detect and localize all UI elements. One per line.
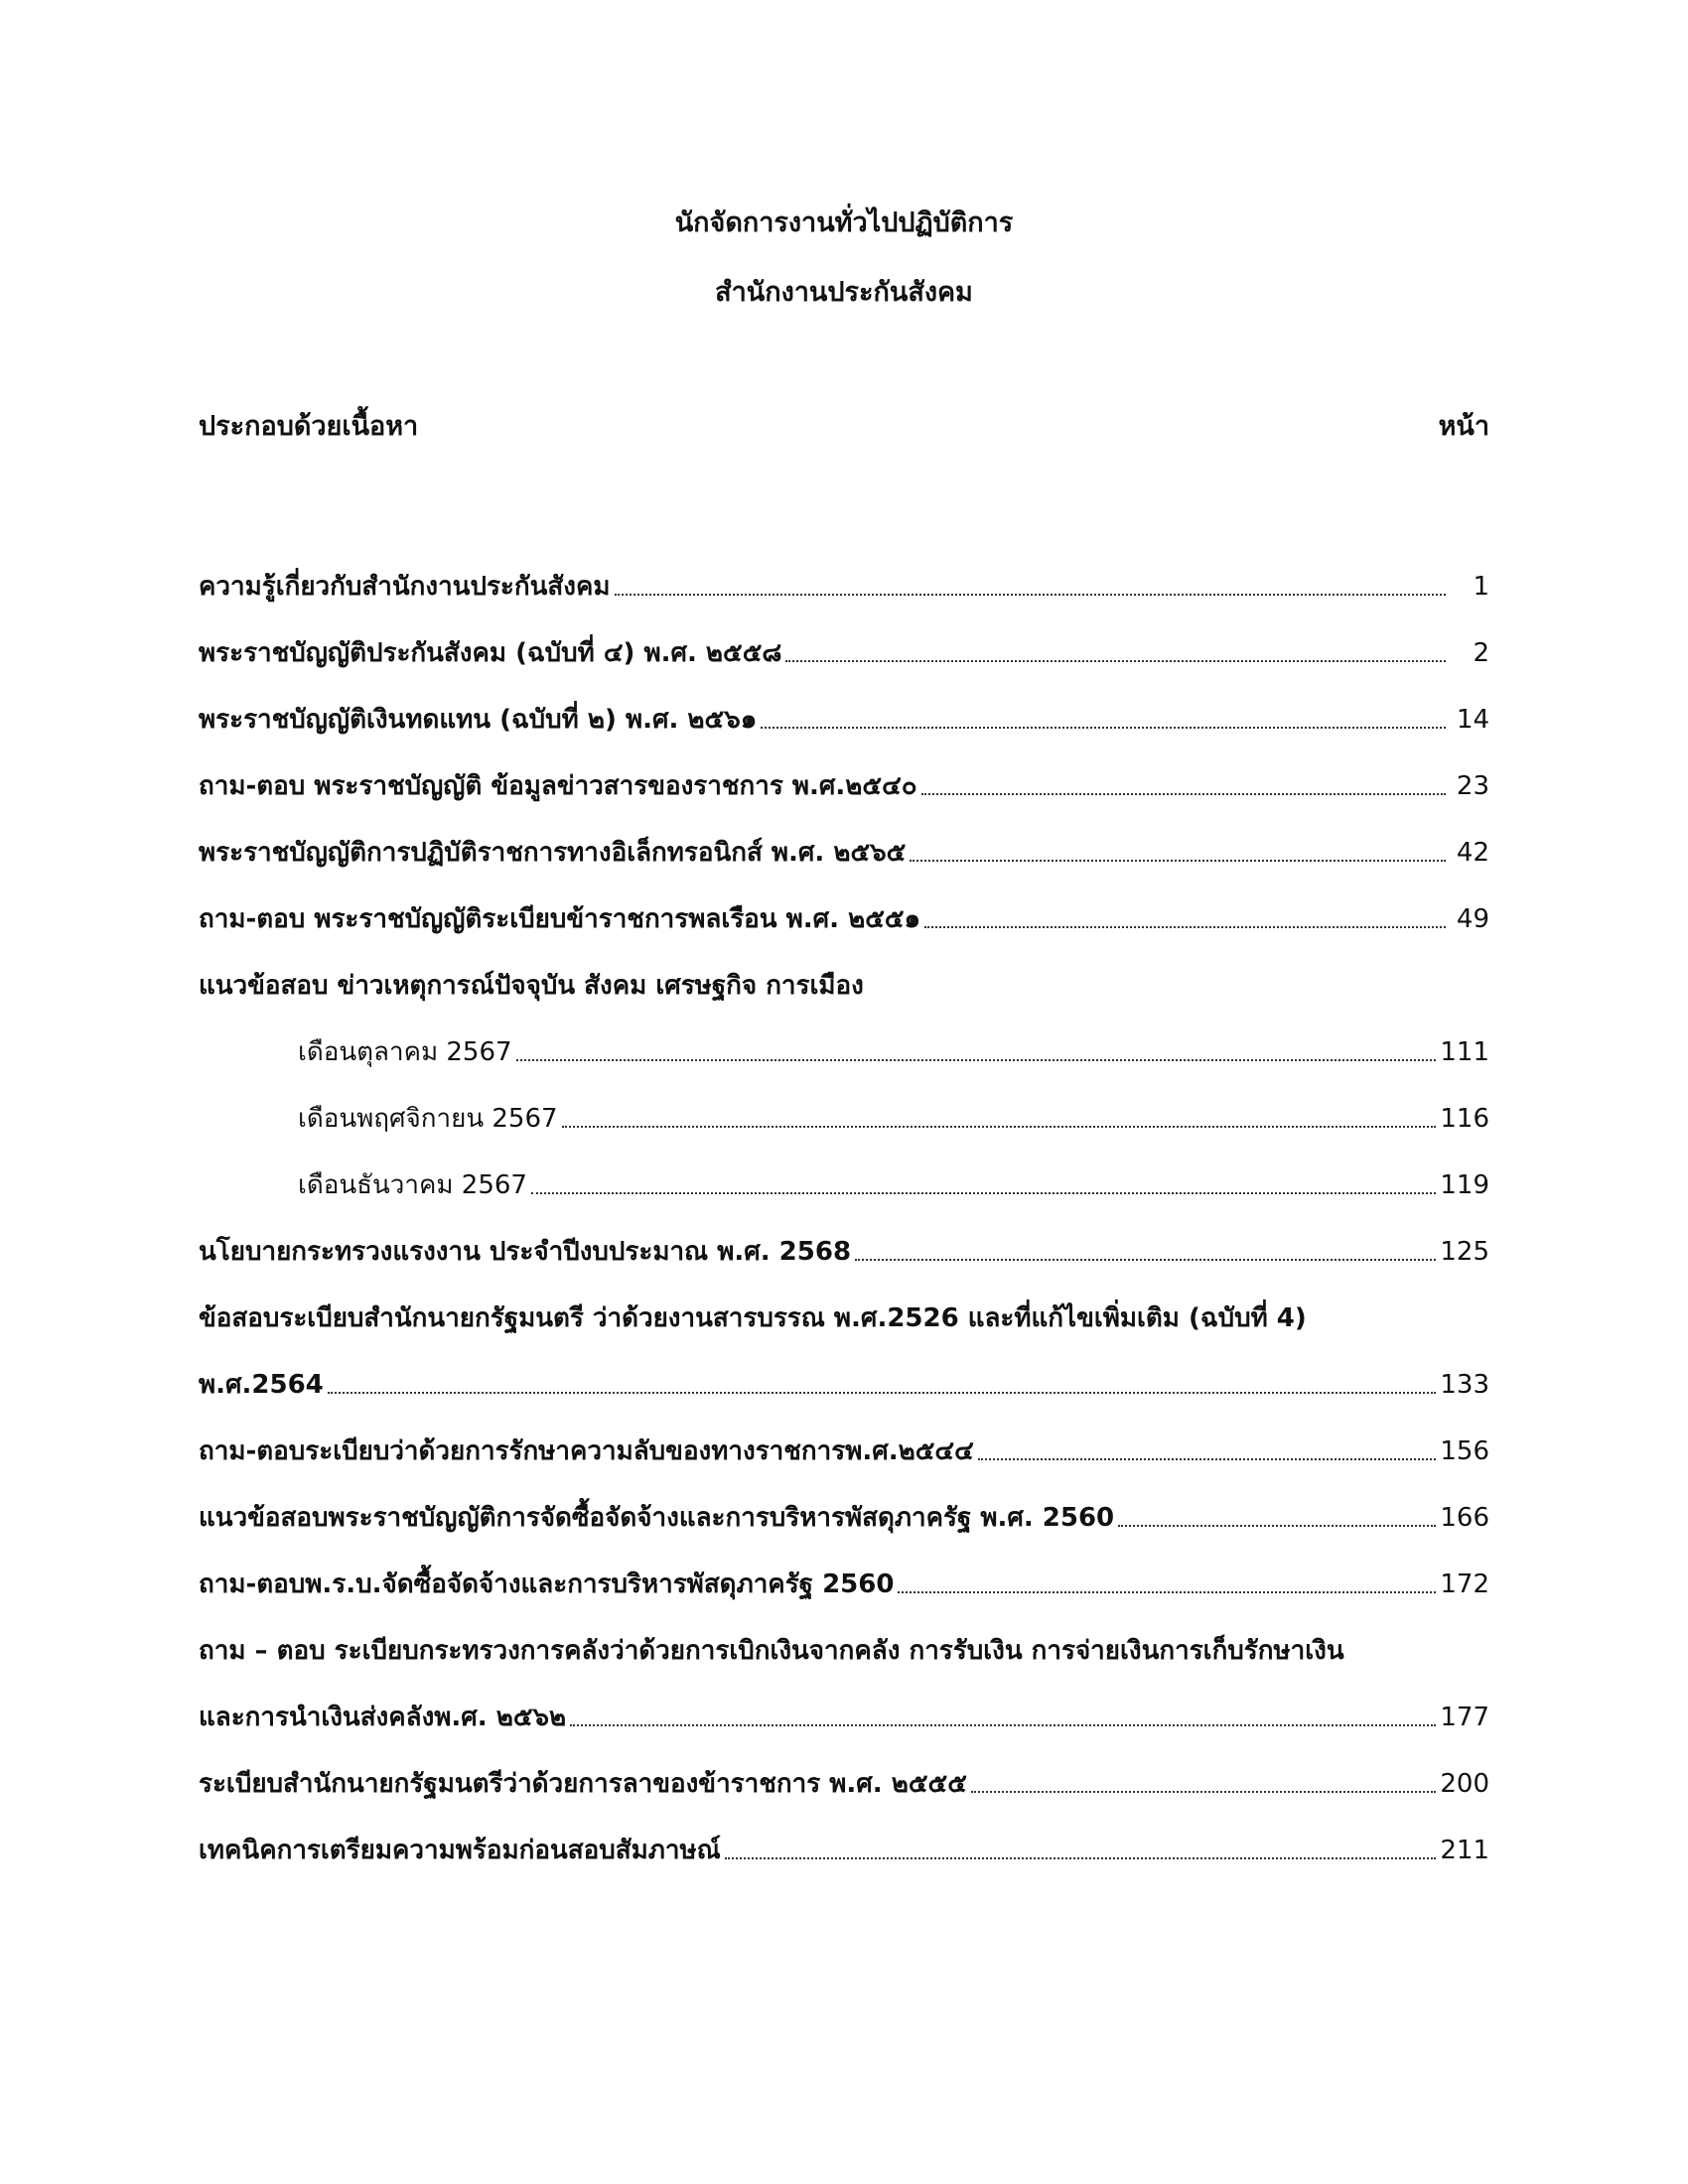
document-subtitle: สำนักงานประกันสังคม xyxy=(715,277,973,308)
dot-leader xyxy=(855,1259,1436,1261)
dot-leader xyxy=(1118,1525,1436,1527)
toc-entry-page: 172 xyxy=(1440,1570,1489,1599)
contents-column-label: ประกอบด้วยเนื้อหา xyxy=(199,411,419,442)
toc-entry-title: ข้อสอบระเบียบสำนักนายกรัฐมนตรี ว่าด้วยงานสารบรรณ พ.ศ.2526 และที่แก้ไขเพิ่มเติม (ฉบับที่ 4) xyxy=(199,1303,1307,1333)
toc-entry xyxy=(199,1471,1489,1538)
toc-entry-title: พระราชบัญญัติเงินทดแทน (ฉบับที่ ๒) พ.ศ. ๒๕๖๑ xyxy=(199,705,758,735)
toc-entry-title: ถาม-ตอบ พระราชบัญญัติระเบียบข้าราชการพลเรือน พ.ศ. ๒๕๕๑ xyxy=(199,904,921,934)
toc-entry-wrapped-line xyxy=(199,1272,1489,1338)
toc-entry-wrapped-line xyxy=(199,1604,1489,1671)
toc-entry-page: 116 xyxy=(1440,1104,1489,1134)
toc-entry-page: 2 xyxy=(1473,638,1489,668)
toc-entry-page: 125 xyxy=(1440,1237,1489,1267)
toc-entry-title: ระเบียบสำนักนายกรัฐมนตรีว่าด้วยการลาของข้าราชการ พ.ศ. ๒๕๕๕ xyxy=(199,1769,967,1799)
toc-entry-title: และการนำเงินส่งคลังพ.ศ. ๒๕๖๒ xyxy=(199,1703,567,1732)
dot-leader xyxy=(328,1392,1437,1394)
toc-entry-title: ถาม – ตอบ ระเบียบกระทรวงการคลังว่าด้วยการเบิกเงินจากคลัง การรับเงิน การจ่ายเงินการเก็บรักษาเงิน xyxy=(199,1636,1344,1666)
toc-entry-title: แนวข้อสอบพระราชบัญญัติการจัดซื้อจัดจ้างและการบริหารพัสดุภาครัฐ พ.ศ. 2560 xyxy=(199,1503,1115,1533)
toc-entry xyxy=(199,1804,1489,1870)
toc-entry-page: 211 xyxy=(1440,1836,1489,1865)
toc-entry-page: 14 xyxy=(1456,705,1489,735)
toc-entry-title: พระราชบัญญัติการปฏิบัติราชการทางอิเล็กทรอนิกส์ พ.ศ. ๒๕๖๕ xyxy=(199,838,907,868)
toc-entry-page: 200 xyxy=(1440,1769,1489,1799)
dot-leader xyxy=(562,1126,1437,1128)
toc-entry-page: 23 xyxy=(1456,771,1489,801)
toc-entry xyxy=(199,873,1489,939)
toc-entry-page: 133 xyxy=(1440,1370,1489,1400)
toc-entry-title: ความรู้เกี่ยวกับสำนักงานประกันสังคม xyxy=(199,572,611,602)
dot-leader xyxy=(924,926,1446,928)
toc-entry xyxy=(199,1338,1489,1405)
dot-leader xyxy=(971,1791,1436,1793)
toc-entry-title: พระราชบัญญัติประกันสังคม (ฉบับที่ ๔) พ.ศ. ๒๕๕๘ xyxy=(199,638,782,668)
toc-entry-page: 166 xyxy=(1440,1503,1489,1533)
toc-entry-title: พ.ศ.2564 xyxy=(199,1370,324,1400)
document-title: นักจัดการงานทั่วไปปฏิบัติการ xyxy=(674,207,1014,238)
toc-entry-title: เดือนตุลาคม 2567 xyxy=(298,1037,512,1067)
toc-entry-title: ถาม-ตอบ พระราชบัญญัติ ข้อมูลข่าวสารของราชการ พ.ศ.๒๕๔๐ xyxy=(199,771,917,801)
toc-entry-title: ถาม-ตอบระเบียบว่าด้วยการรักษาความลับของทางราชการพ.ศ.๒๕๔๔ xyxy=(199,1436,974,1466)
toc-entry xyxy=(199,673,1489,740)
dot-leader xyxy=(615,594,1446,596)
toc-entry xyxy=(199,1405,1489,1471)
toc-entry xyxy=(199,540,1489,607)
dot-leader xyxy=(531,1192,1436,1194)
toc-entry-title: ถาม-ตอบพ.ร.บ.จัดซื้อจัดจ้างและการบริหารพัสดุภาครัฐ 2560 xyxy=(199,1570,895,1599)
toc-entry xyxy=(199,740,1489,806)
toc-subentry xyxy=(199,1139,1489,1205)
toc-entry-page: 42 xyxy=(1456,838,1489,868)
toc-entry-title: เทคนิคการเตรียมความพร้อมก่อนสอบสัมภาษณ์ xyxy=(199,1836,721,1865)
toc-entry xyxy=(199,607,1489,673)
toc-entry xyxy=(199,806,1489,873)
toc-entry-page: 177 xyxy=(1440,1703,1489,1732)
toc-entry-title: เดือนธันวาคม 2567 xyxy=(298,1170,527,1200)
toc-section-heading xyxy=(199,939,1489,1006)
dot-leader xyxy=(725,1857,1437,1859)
dot-leader xyxy=(921,793,1446,795)
toc-entry-title: นโยบายกระทรวงแรงงาน ประจำปีงบประมาณ พ.ศ. 2568 xyxy=(199,1237,852,1267)
toc-subentry xyxy=(199,1006,1489,1072)
toc-entry-title: เดือนพฤศจิกายน 2567 xyxy=(298,1104,558,1134)
page-column-label: หน้า xyxy=(1438,411,1489,442)
toc-entry xyxy=(199,1205,1489,1272)
toc-entry-page: 119 xyxy=(1440,1170,1489,1200)
dot-leader xyxy=(978,1458,1437,1460)
table-of-contents xyxy=(199,540,1489,1870)
dot-leader xyxy=(516,1059,1437,1061)
dot-leader xyxy=(761,727,1446,729)
toc-entry-page: 156 xyxy=(1440,1436,1489,1466)
dot-leader xyxy=(570,1724,1436,1726)
toc-entry-title: แนวข้อสอบ ข่าวเหตุการณ์ปัจจุบัน สังคม เศรษฐกิจ การเมือง xyxy=(199,971,864,1001)
toc-entry xyxy=(199,1538,1489,1604)
toc-entry-page: 1 xyxy=(1473,572,1489,602)
dot-leader xyxy=(910,860,1446,862)
toc-subentry xyxy=(199,1072,1489,1139)
dot-leader xyxy=(898,1591,1436,1593)
dot-leader xyxy=(785,660,1446,662)
toc-entry xyxy=(199,1737,1489,1804)
toc-entry-page: 111 xyxy=(1440,1037,1489,1067)
toc-entry xyxy=(199,1671,1489,1737)
toc-entry-page: 49 xyxy=(1456,904,1489,934)
